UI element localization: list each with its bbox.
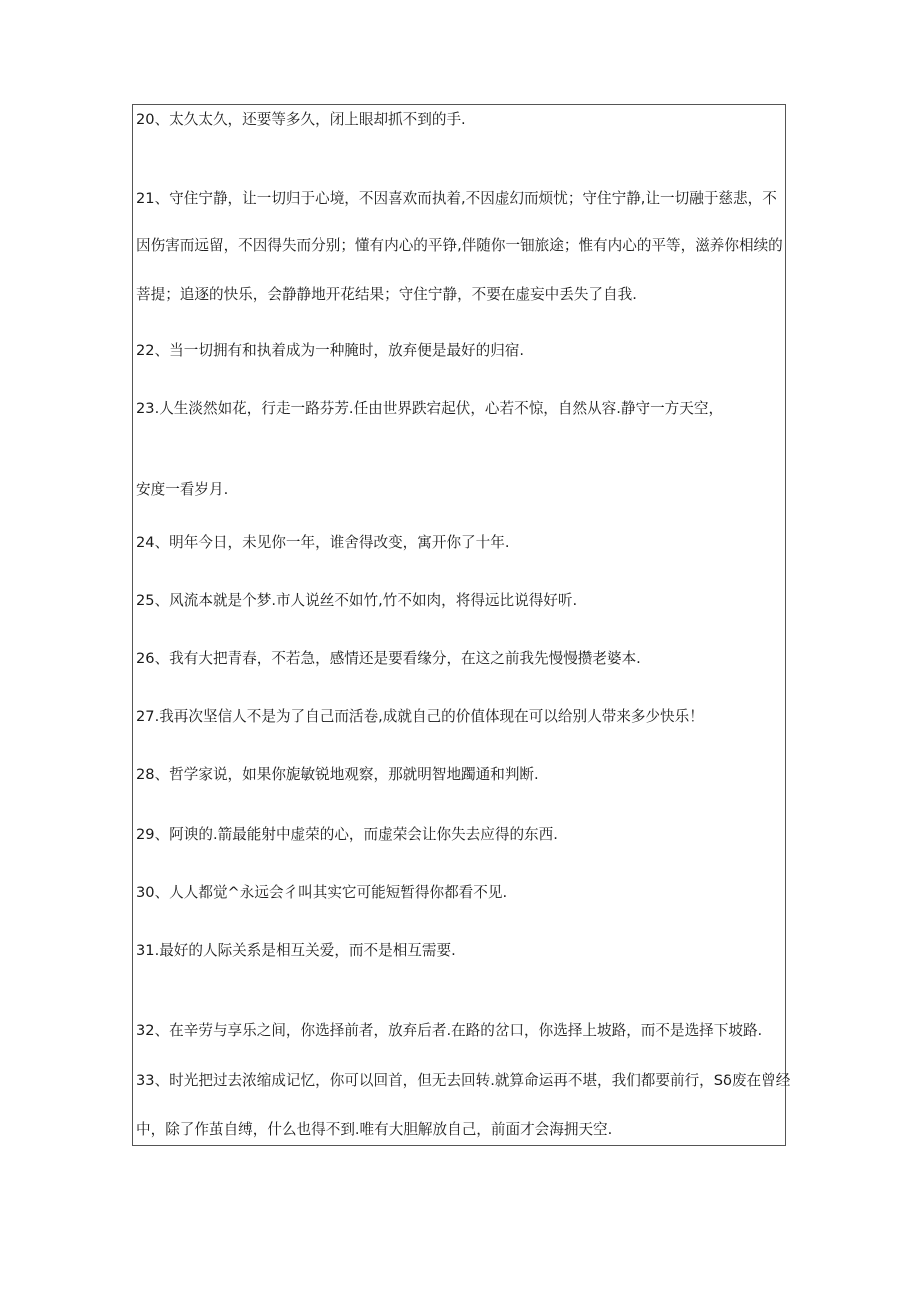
text-line-27: 27.我再次坚信人不是为了自己而活卷,成就自己的价值体现在可以给别人带来多少快乐！ [136, 708, 704, 725]
text-line-21b: 因伤害而远留，不因得失而分别；懂有内心的平铮,伴随你一钿旅途；惟有内心的平等，滋养你相续的 [136, 237, 783, 254]
text-line-25: 25、风流本就是个梦.市人说丝不如竹,竹不如肉，将得远比说得好听. [136, 592, 578, 609]
text-line-30: 30、人人都觉^永远会彳叫其实它可能短暂得你都看不见. [136, 884, 508, 901]
text-line-28: 28、哲学家说，如果你旎敏锐地观察，那就明智地躅通和判断. [136, 766, 539, 783]
page-border-frame [132, 104, 786, 1146]
text-line-33b: 中，除了作茧自缚，什么也得不到.唯有大胆解放自己，前面才会海拥天空. [136, 1121, 613, 1138]
text-line-23b: 安度一看岁月. [136, 481, 229, 498]
text-line-29: 29、阿谀的.箭最能射中虚荣的心，而虚荣会让你失去应得的东西. [136, 826, 558, 843]
text-line-21c: 菩提；追逐的快乐，会静静地开花结果；守住宁静，不要在虚妄中丢失了自我. [136, 286, 637, 303]
text-line-22: 22、当一切拥有和执着成为一种腌时，放弃便是最好的归宿. [136, 342, 525, 359]
text-line-21a: 21、守住宁静，让一切归于心境，不因喜欢而执着,不因虚幻而烦忧；守住宁静,让一切融于慈悲，不 [136, 190, 777, 207]
text-line-31: 31.最好的人际关系是相互关爱，而不是相互需要. [136, 942, 456, 959]
text-line-23a: 23.人生淡然如花，行走一路芬芳.任由世界跌宕起伏，心若不惊，自然从容.静守一方天空， [136, 400, 724, 417]
text-line-32: 32、在辛劳与享乐之间，你选择前者，放弃后者.在路的岔口，你选择上坡路，而不是选择下坡路. [136, 1022, 763, 1039]
text-line-20: 20、太久太久，还要等多久，闭上眼却抓不到的手. [136, 111, 466, 128]
text-line-33a: 33、时光把过去浓缩成记忆，你可以回首，但无去回转.就算命运再不堪，我们都要前行，Sδ废在曾经 [136, 1072, 791, 1089]
text-line-26: 26、我有大把青春，不若急，感情还是要看缘分，在这之前我先慢慢攒老婆本. [136, 650, 641, 667]
text-line-24: 24、明年今日，未见你一年，谁舍得改变，寓开你了十年. [136, 534, 510, 551]
